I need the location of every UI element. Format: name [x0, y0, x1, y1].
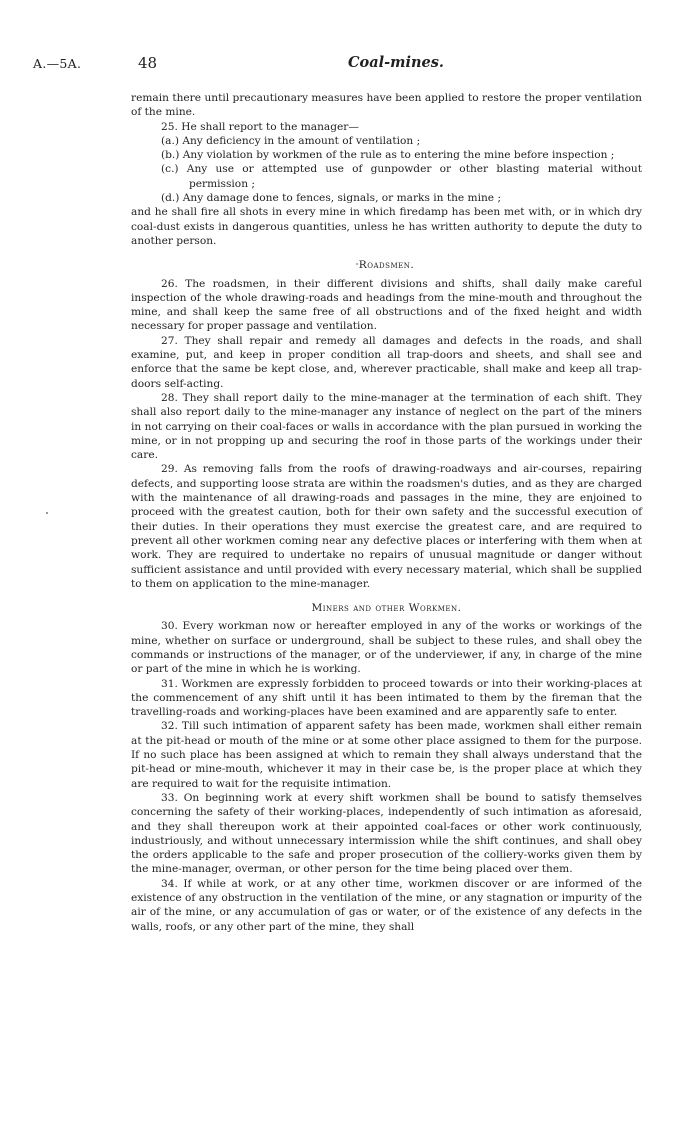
- page-body: [131, 91, 642, 934]
- section-heading-roadsmen: Roadsmen.: [358, 259, 415, 272]
- rule-31: 31. Workmen are expressly forbidden to proceed towards or into their working-places at the commencement of any shift until it has been intimated to them by the fireman that the travelling-roads and working-places have been examined and are apparently safe to enter.: [131, 677, 642, 719]
- document-reference: A.—5A.: [33, 56, 82, 71]
- page-header: [0, 56, 700, 76]
- rule-32: 32. Till such intimation of apparent safety has been made, workmen shall either remain at the pit-head or mouth of the mine or at some other place assigned to them for the purpose. If no such place has been assigned at which to remain they shall always understand that the pit-head or mine-mouth, whichever it may in their case be, is the proper place at which they are required to wait for the requisite intimation.: [131, 720, 642, 790]
- rule-27: 27. They shall repair and remedy all damages and defects in the roads, and shall examine, put, and keep in proper condition all trap-doors and sheets, and shall see and enforce that the same be kept close, and, wherever practicable, shall make and keep all trap-doors self-acting.: [131, 334, 642, 390]
- page-number: 48: [138, 54, 158, 72]
- running-title: Coal-mines.: [348, 54, 444, 71]
- rule-25-conclusion: and he shall fire all shots in every mine in which firedamp has been met with, or in which dry coal-dust exists in dangerous quantities, unless he has written authority to depute the duty to another person.: [131, 206, 642, 247]
- rule-34: 34. If while at work, or at any other time, workmen discover or are informed of the existence of any obstruction in the ventilation of the mine, or any stagnation or impurity of the air of the mine, or any accumulation of gas or water, or of the existence of any defects in the walls, roofs, or any other part of the mine, they shall: [131, 877, 642, 933]
- rule-25-item-c: (c.) Any use or attempted use of gunpowder or other blasting material without permission ;: [161, 163, 642, 190]
- scan-speck: [46, 512, 48, 514]
- rule-25-item-b: (b.) Any violation by workmen of the rule as to entering the mine before inspection ;: [161, 149, 615, 162]
- rule-33: 33. On beginning work at every shift workmen shall be bound to satisfy themselves concerning the safety of their working-places, independently of such intimation as aforesaid, and they shall thereupon work at their appointed coal-faces or other work continuously, industriously, and without unnecessary intermission while the shift continues, and shall obey the orders applicable to the safe and proper prosecution of the colliery-works given them by the mine-manager, overman, or other person for the time being placed over them.: [131, 791, 642, 876]
- rule-26: 26. The roadsmen, in their different divisions and shifts, shall daily make careful inspection of the whole drawing-roads and headings from the mine-mouth and throughout the mine, and shall keep the same free of all obstructions and of the fixed height and width necessary for proper passage and ventilation.: [131, 277, 642, 333]
- rule-25: 25. He shall report to the manager—: [161, 120, 359, 133]
- rule-28: 28. They shall report daily to the mine-manager at the termination of each shift. They shall also report daily to the mine-manager any instance of neglect on the part of the miners in not carrying on their coal-faces or walls in accordance with the plan pursued in working the mine, or in not propping up and securing the roof in those parts of the workings under their care.: [131, 391, 642, 462]
- rule-29: 29. As removing falls from the roofs of drawing-roadways and air-courses, repairing defects, and supporting loose strata are within the roadsmen's duties, and as they are charged with the maintenance of all drawing-roads and passages in the mine, they are enjoined to proceed with the greatest caution, both for their own safety and the successful execution of their duties. In their operations they must exercise the greatest care, and are required to prevent all other workmen coming near any defective places or interfering with them when at work. They are required to undertake no repairs of unusual magnitude or danger without sufficient assistance and until provided with every necessary material, which shall be supplied to them on application to the mine-manager.: [131, 463, 642, 590]
- section-heading-miners: Miners and other Workmen.: [311, 602, 462, 615]
- rule-30: 30. Every workman now or hereafter employed in any of the works or workings of the mine, whether on surface or underground, shall be subject to these rules, and shall obey the commands or instructions of the manager, or of the underviewer, if any, in charge of the mine or part of the mine in which he is working.: [131, 620, 642, 676]
- rule-25-item-d: (d.) Any damage done to fences, signals, or marks in the mine ;: [161, 192, 502, 205]
- paragraph-continuation: remain there until precautionary measures have been applied to restore the proper ventilation of the mine.: [131, 92, 642, 119]
- rule-25-item-a: (a.) Any deficiency in the amount of ventilation ;: [161, 134, 421, 147]
